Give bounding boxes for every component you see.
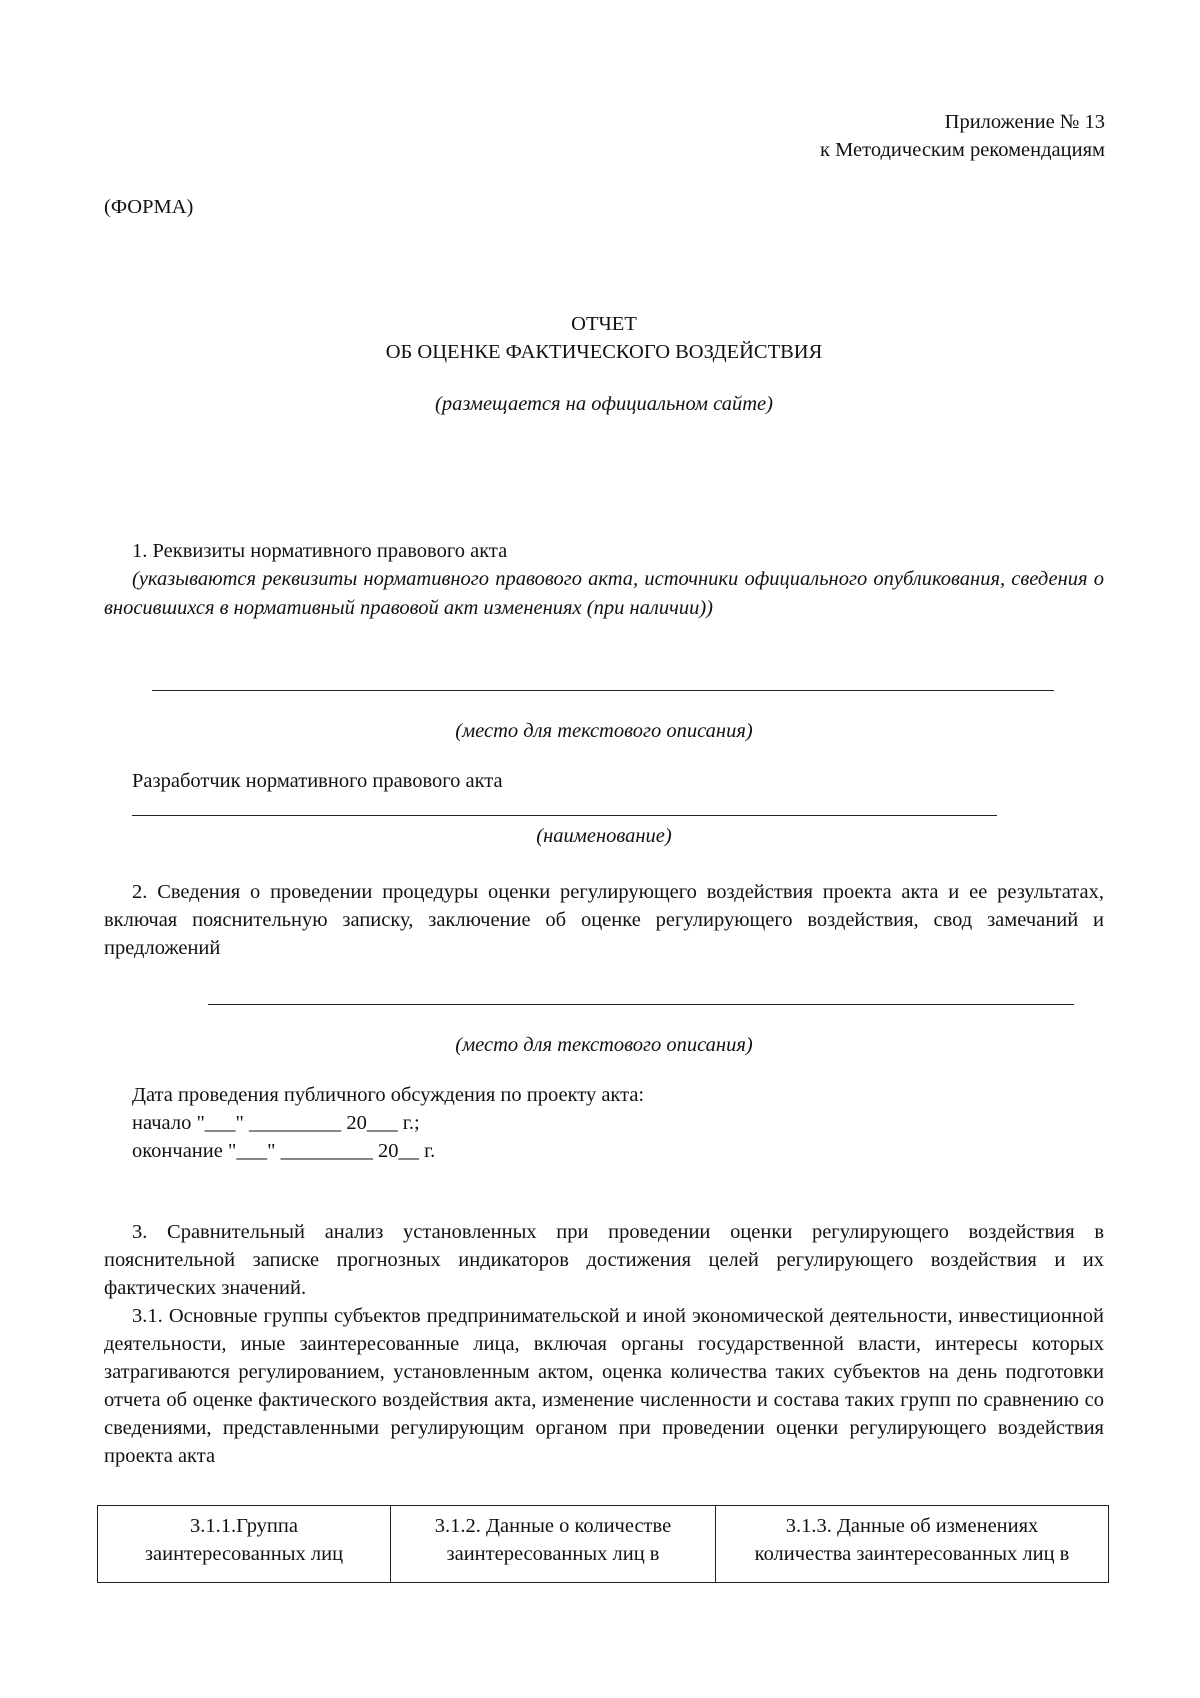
section-1-hint: (указываются реквизиты нормативного правового акта, источники официального опубликования, сведения о вносившихся в нормативный правовой акт изменениях (при наличии)) [104,568,1104,619]
column-3-line-2: количества заинтересованных лиц в [754,1543,1070,1565]
developer-placeholder: (наименование) [536,825,672,847]
discussion-label: Дата проведения публичного обсуждения по проекту акта: [132,1084,645,1106]
section-2-input-line[interactable] [208,1004,1074,1005]
column-1-line-2: заинтересованных лиц [144,1543,344,1565]
developer-input-line[interactable] [132,815,997,816]
developer-label: Разработчик нормативного правового акта [132,770,503,792]
title-line-1: ОТЧЕТ [571,313,637,335]
title-line-2: ОБ ОЦЕНКЕ ФАКТИЧЕСКОГО ВОЗДЕЙСТВИЯ [385,341,823,363]
form-label: (ФОРМА) [104,196,194,218]
column-3-line-1: 3.1.3. Данные об изменениях [785,1515,1039,1537]
discussion-start-date: начало "___" _________ 20___ г.; [132,1112,420,1134]
section-2-heading: 2. Сведения о проведении процедуры оценки регулирующего воздействия проекта акта и ее результатах, включая пояснительную записку, заключение об оценке регулирующего воздействия, свод замечаний и предложений [104,881,1104,959]
column-2-line-1: 3.1.2. Данные о количестве [434,1515,672,1537]
appendix-subtitle: к Методическим рекомендациям [820,139,1105,161]
table-header-cell [716,1506,1109,1583]
column-2-line-2: заинтересованных лиц в [446,1543,660,1565]
section-3-heading: 3. Сравнительный анализ установленных при проведении оценки регулирующего воздействия в пояснительной записке прогнозных индикаторов достижения целей регулирующего воздействия и их фактических значений. [104,1221,1104,1299]
appendix-number: Приложение № 13 [944,111,1105,133]
section-2-placeholder: (место для текстового описания) [455,1034,753,1056]
table-header-row [98,1506,1109,1583]
document-title [104,310,1104,366]
discussion-end-date: окончание "___" _________ 20__ г. [132,1140,436,1162]
stakeholder-table [97,1505,1109,1583]
section-3-1-text: 3.1. Основные группы субъектов предпринимательской и иной экономической деятельности, инвестиционной деятельности, иные заинтересованные лица, включая органы государственной власти, интересы которых затрагиваются регулированием, установленным актом, оценка количества таких субъектов на день подготовки отчета об оценке фактического воздействия акта, изменение численности и состава таких групп по сравнению со сведениями, представленными регулирующим органом при проведении оценки регулирующего воздействия проекта акта [104,1305,1104,1467]
appendix-header [700,108,1105,164]
title-note: (размещается на официальном сайте) [435,393,773,415]
table-header-cell [98,1506,391,1583]
table-header-cell [391,1506,716,1583]
column-1-line-1: 3.1.1.Группа [190,1515,298,1537]
section-1-heading: 1. Реквизиты нормативного правового акта [132,540,508,562]
section-1-placeholder: (место для текстового описания) [455,720,753,742]
section-1-input-line[interactable] [152,690,1054,691]
